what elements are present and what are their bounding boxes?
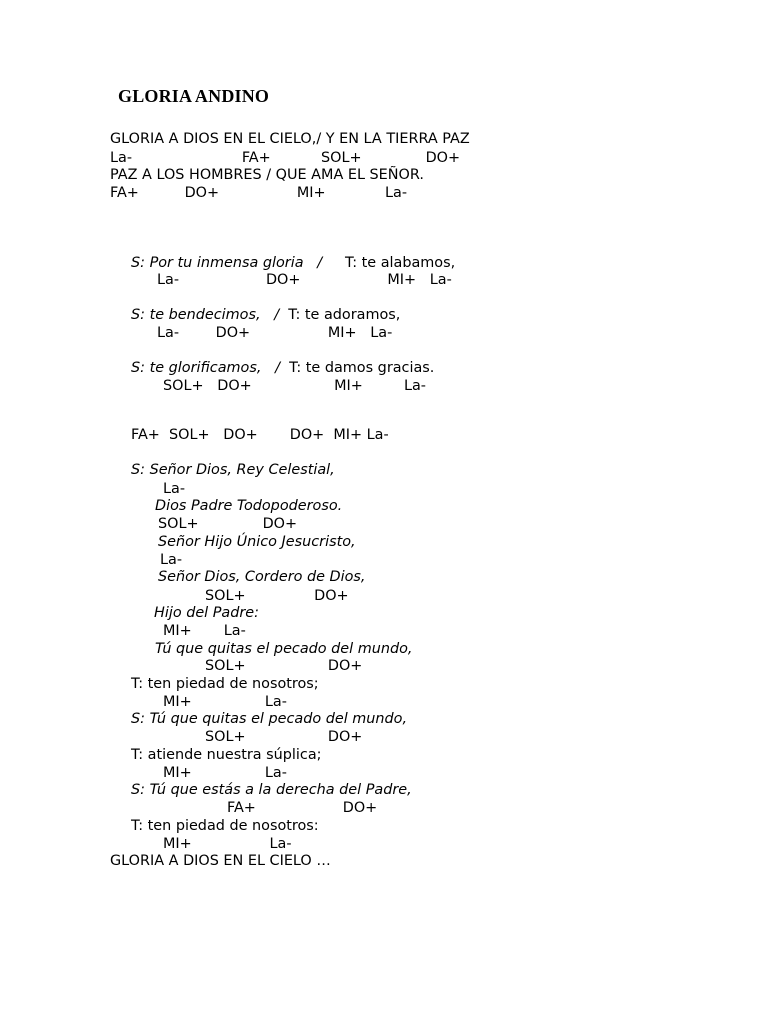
chord-line: La- DO+ MI+ La- bbox=[157, 325, 393, 341]
chord-line: MI+ La- bbox=[163, 836, 292, 852]
chord-line: SOL+ DO+ bbox=[205, 588, 349, 604]
lyric-line: Señor Dios, Cordero de Dios, bbox=[158, 569, 366, 585]
lyric-line: Tú que quitas el pecado del mundo, bbox=[155, 641, 413, 657]
soloist-prefix: S: bbox=[131, 462, 150, 478]
soloist-text: Señor Dios, Rey Celestial, bbox=[149, 462, 335, 478]
chord-line: MI+ La- bbox=[163, 765, 287, 781]
response-text: T: te damos gracias. bbox=[279, 360, 435, 376]
chord-line: La- bbox=[160, 552, 183, 568]
chord-line: SOL+ DO+ bbox=[205, 658, 363, 674]
chord-line: FA+ SOL+ DO+ DO+ MI+ La- bbox=[131, 427, 389, 443]
chord-line: La- DO+ MI+ La- bbox=[157, 272, 452, 288]
soloist-text: te bendecimos, / bbox=[149, 307, 280, 323]
chord-line: La- FA+ SOL+ DO+ bbox=[110, 150, 461, 166]
lyric-line: PAZ A LOS HOMBRES / QUE AMA EL SEÑOR. bbox=[110, 167, 424, 183]
lyric-line bbox=[131, 710, 407, 728]
soloist-prefix: S: bbox=[131, 782, 150, 798]
lyric-line: GLORIA A DIOS EN EL CIELO,/ Y EN LA TIERRA PAZ bbox=[110, 131, 470, 147]
chord-line: MI+ La- bbox=[163, 623, 246, 639]
chord-line: FA+ DO+ bbox=[227, 800, 378, 816]
soloist-prefix: S: bbox=[131, 360, 150, 376]
lyric-line: T: ten piedad de nosotros: bbox=[131, 818, 319, 834]
soloist-text: Por tu inmensa gloria / bbox=[149, 255, 323, 271]
soloist-prefix: S: bbox=[131, 711, 150, 727]
song-title: GLORIA ANDINO bbox=[118, 86, 270, 106]
chord-line: La- bbox=[163, 481, 186, 497]
lyric-line bbox=[131, 254, 455, 272]
response-text: T: te adoramos, bbox=[279, 307, 401, 323]
closing-line: GLORIA A DIOS EN EL CIELO … bbox=[110, 853, 331, 869]
lyric-line: Hijo del Padre: bbox=[154, 605, 260, 621]
chord-line: SOL+ DO+ MI+ La- bbox=[163, 378, 426, 394]
chord-line: SOL+ DO+ bbox=[158, 516, 298, 532]
soloist-text: te glorificamos, / bbox=[149, 360, 280, 376]
chord-line: SOL+ DO+ bbox=[205, 729, 363, 745]
chord-line: MI+ La- bbox=[163, 694, 287, 710]
lyric-line: T: atiende nuestra súplica; bbox=[131, 747, 322, 763]
lyric-line: Señor Hijo Único Jesucristo, bbox=[158, 534, 356, 550]
lyric-line bbox=[131, 781, 412, 799]
soloist-text: Tú que estás a la derecha del Padre, bbox=[149, 782, 412, 798]
lyric-line bbox=[131, 306, 400, 324]
soloist-prefix: S: bbox=[131, 307, 150, 323]
response-text: T: te alabamos, bbox=[322, 255, 456, 271]
lyric-line bbox=[131, 359, 434, 377]
lyric-line: Dios Padre Todopoderoso. bbox=[155, 498, 343, 514]
lyric-line bbox=[131, 461, 335, 479]
chord-line: FA+ DO+ MI+ La- bbox=[110, 185, 408, 201]
soloist-prefix: S: bbox=[131, 255, 150, 271]
lyric-line: T: ten piedad de nosotros; bbox=[131, 676, 319, 692]
soloist-text: Tú que quitas el pecado del mundo, bbox=[149, 711, 408, 727]
